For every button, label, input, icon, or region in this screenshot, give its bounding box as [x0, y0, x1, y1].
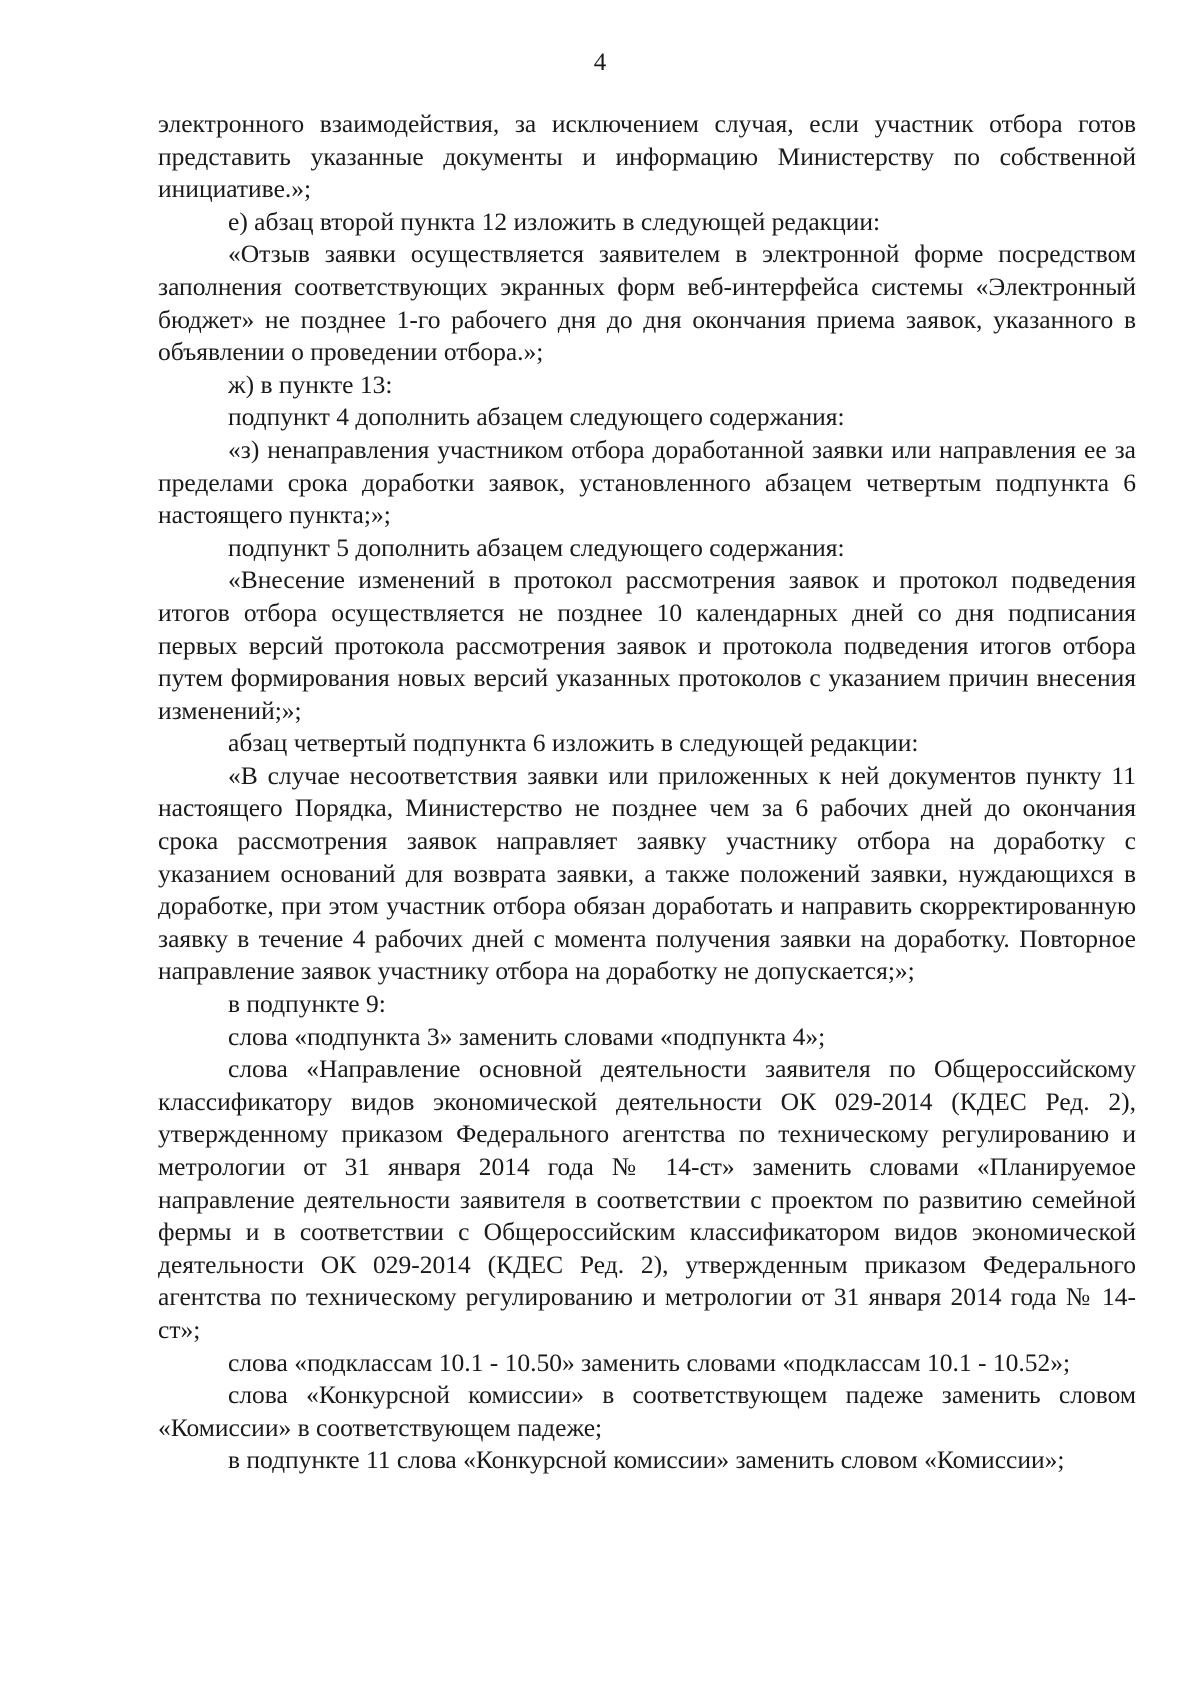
paragraph-replace-subitem-3: слова «подпункта 3» заменить словами «подпункта 4»; [228, 1021, 826, 1051]
paragraph-subitem-4-text: «з) ненаправления участником отбора доработанной заявки или направления ее за пределами срока доработки заявок, установленного абзацем четвертым подпункта 6 настоящего пункта;»; [158, 434, 1136, 530]
paragraph-subitem-6: абзац четвертый подпункта 6 изложить в следующей редакции: [228, 728, 919, 758]
paragraph-amendment-e: е) абзац второй пункта 12 изложить в следующей редакции: [228, 206, 881, 236]
paragraph-subitem-4: подпункт 4 дополнить абзацем следующего содержания: [228, 402, 845, 432]
paragraph-subitem-6-text: «В случае несоответствия заявки или приложенных к ней документов пункту 11 настоящего Порядка, Министерство не позднее чем за 6 рабочих дней до окончания срока рассмотрения заявок направляет заявку участнику отбора на доработку с указанием оснований для возврата заявки, а также положений заявки, нуждающихся в доработке, при этом участник отбора обязан доработать и направить скорректированную заявку в течение 4 рабочих дней с момента получения заявки на доработку. Повторное направление заявок участнику отбора на доработку не допускается;»; [158, 760, 1136, 986]
paragraph-subitem-5: подпункт 5 дополнить абзацем следующего содержания: [228, 532, 845, 562]
paragraph-replace-okved: слова «Направление основной деятельности заявителя по Общероссийскому классификатору видов экономической деятельности ОК 029-2014 (КДЕС Ред. 2), утвержденному приказом Федерального агентства по техническому регулированию и метрологии от 31 января 2014 года № 14-ст» заменить словами «Планируемое направление деятельности заявителя в соответствии с проектом по развитию семейной фермы и в соответствии с Общероссийским классификатором видов экономической деятельности ОК 029-2014 (КДЕС Ред. 2), утвержденным приказом Федерального агентства по техническому регулированию и метрологии от 31 января 2014 года № 14-ст»; [158, 1054, 1136, 1344]
paragraph-subitem-11: в подпункте 11 слова «Конкурсной комиссии» заменить словом «Комиссии»; [228, 1445, 1065, 1475]
paragraph-subitem-5-text: «Внесение изменений в протокол рассмотрения заявок и протокол подведения итогов отбора осуществляется не позднее 10 календарных дней со дня подписания первых версий протокола рассмотрения заявок и протокола подведения итогов отбора путем формирования новых версий указанных протоколов с указанием причин внесения изменений;»; [158, 565, 1136, 725]
paragraph-replace-commission: слова «Конкурсной комиссии» в соответствующем падеже заменить словом «Комиссии» в соответствующем падеже; [158, 1380, 1136, 1442]
paragraph-replace-subclasses: слова «подклассам 10.1 - 10.50» заменить словами «подклассам 10.1 - 10.52»; [228, 1347, 1071, 1377]
document-body [158, 108, 1136, 1477]
page-number: 4 [593, 49, 607, 76]
paragraph-amendment-zh: ж) в пункте 13: [228, 369, 393, 399]
paragraph-continuation: электронного взаимодействия, за исключением случая, если участник отбора готов представить указанные документы и информацию Министерству по собственной инициативе.»; [158, 109, 1136, 204]
paragraph-subitem-9: в подпункте 9: [228, 989, 386, 1019]
paragraph-withdrawal-text: «Отзыв заявки осуществляется заявителем в электронной форме посредством заполнения соответствующих экранных форм веб-интерфейса системы «Электронный бюджет» не позднее 1-го рабочего дня до дня окончания приема заявок, указанного в объявлении о проведении отбора.»; [158, 239, 1136, 367]
